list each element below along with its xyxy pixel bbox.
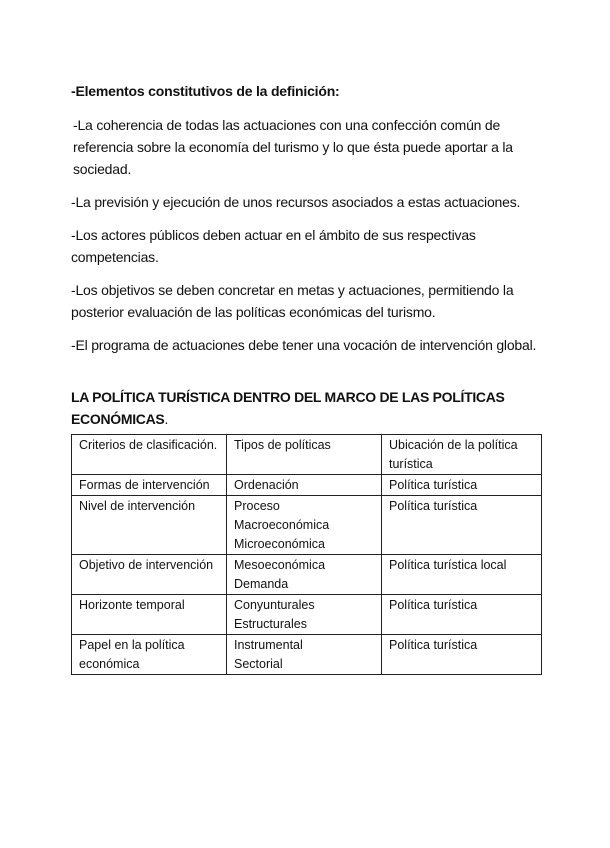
row-type-item: Ordenación: [234, 478, 299, 492]
header-policy-types: Tipos de políticas: [227, 435, 382, 475]
paragraph-public-actors: -Los actores públicos deben actuar en el ámbito de sus respectivas competencias.: [71, 227, 476, 265]
paragraph-coherence: -La coherencia de todas las actuaciones con una confección común de referencia sobre la economía del turismo y lo que ésta puede aportar a la sociedad.: [73, 117, 513, 177]
table-row: [72, 635, 542, 675]
row-criterion: Objetivo de intervención: [72, 555, 227, 595]
policy-classification-table: [71, 434, 542, 675]
row-criterion: Formas de intervención: [72, 475, 227, 496]
paragraph-objectives: -Los objetivos se deben concretar en metas y actuaciones, permitiendo la posterior evaluación de las políticas económicas del turismo.: [71, 282, 514, 320]
row-type-item: Proceso: [234, 499, 280, 513]
section-title-period: .: [164, 411, 169, 427]
row-type-item: Microeconómica: [234, 537, 326, 551]
section-title-text: LA POLÍTICA TURÍSTICA DENTRO DEL MARCO DE LAS POLÍTICAS ECONÓMICAS: [71, 389, 505, 427]
row-location: Política turística: [382, 475, 542, 496]
table-row: [72, 475, 542, 496]
row-location: Política turística: [382, 496, 542, 555]
row-types: [227, 635, 382, 675]
row-types: [227, 555, 382, 595]
row-type-item: Demanda: [234, 577, 289, 591]
row-type-item: Estructurales: [234, 617, 307, 631]
document-content: [71, 80, 541, 675]
row-type-item: Mesoeconómica: [234, 558, 326, 572]
row-type-item: Sectorial: [234, 657, 283, 671]
elements-heading: -Elementos constitutivos de la definición:: [71, 83, 340, 99]
header-criteria: Criterios de clasificación.: [72, 435, 227, 475]
row-types: [227, 595, 382, 635]
table-header-row: [72, 435, 542, 475]
row-criterion: Nivel de intervención: [72, 496, 227, 555]
row-type-item: Conyunturales: [234, 598, 315, 612]
row-types: [227, 496, 382, 555]
paragraph-resources: -La previsión y ejecución de unos recursos asociados a estas actuaciones.: [71, 194, 521, 210]
row-criterion: Papel en la política económica: [72, 635, 227, 675]
row-types: [227, 475, 382, 496]
row-location: Política turística local: [382, 555, 542, 595]
row-location: Política turística: [382, 595, 542, 635]
section-title: [71, 386, 541, 430]
row-location: Política turística: [382, 635, 542, 675]
table-row: [72, 595, 542, 635]
row-criterion: Horizonte temporal: [72, 595, 227, 635]
paragraph-program: -El programa de actuaciones debe tener una vocación de intervención global.: [71, 337, 537, 353]
row-type-item: Instrumental: [234, 638, 303, 652]
row-type-item: Macroeconómica: [234, 518, 330, 532]
table-row: [72, 555, 542, 595]
table-row: [72, 496, 542, 555]
header-location: Ubicación de la política turística: [382, 435, 542, 475]
